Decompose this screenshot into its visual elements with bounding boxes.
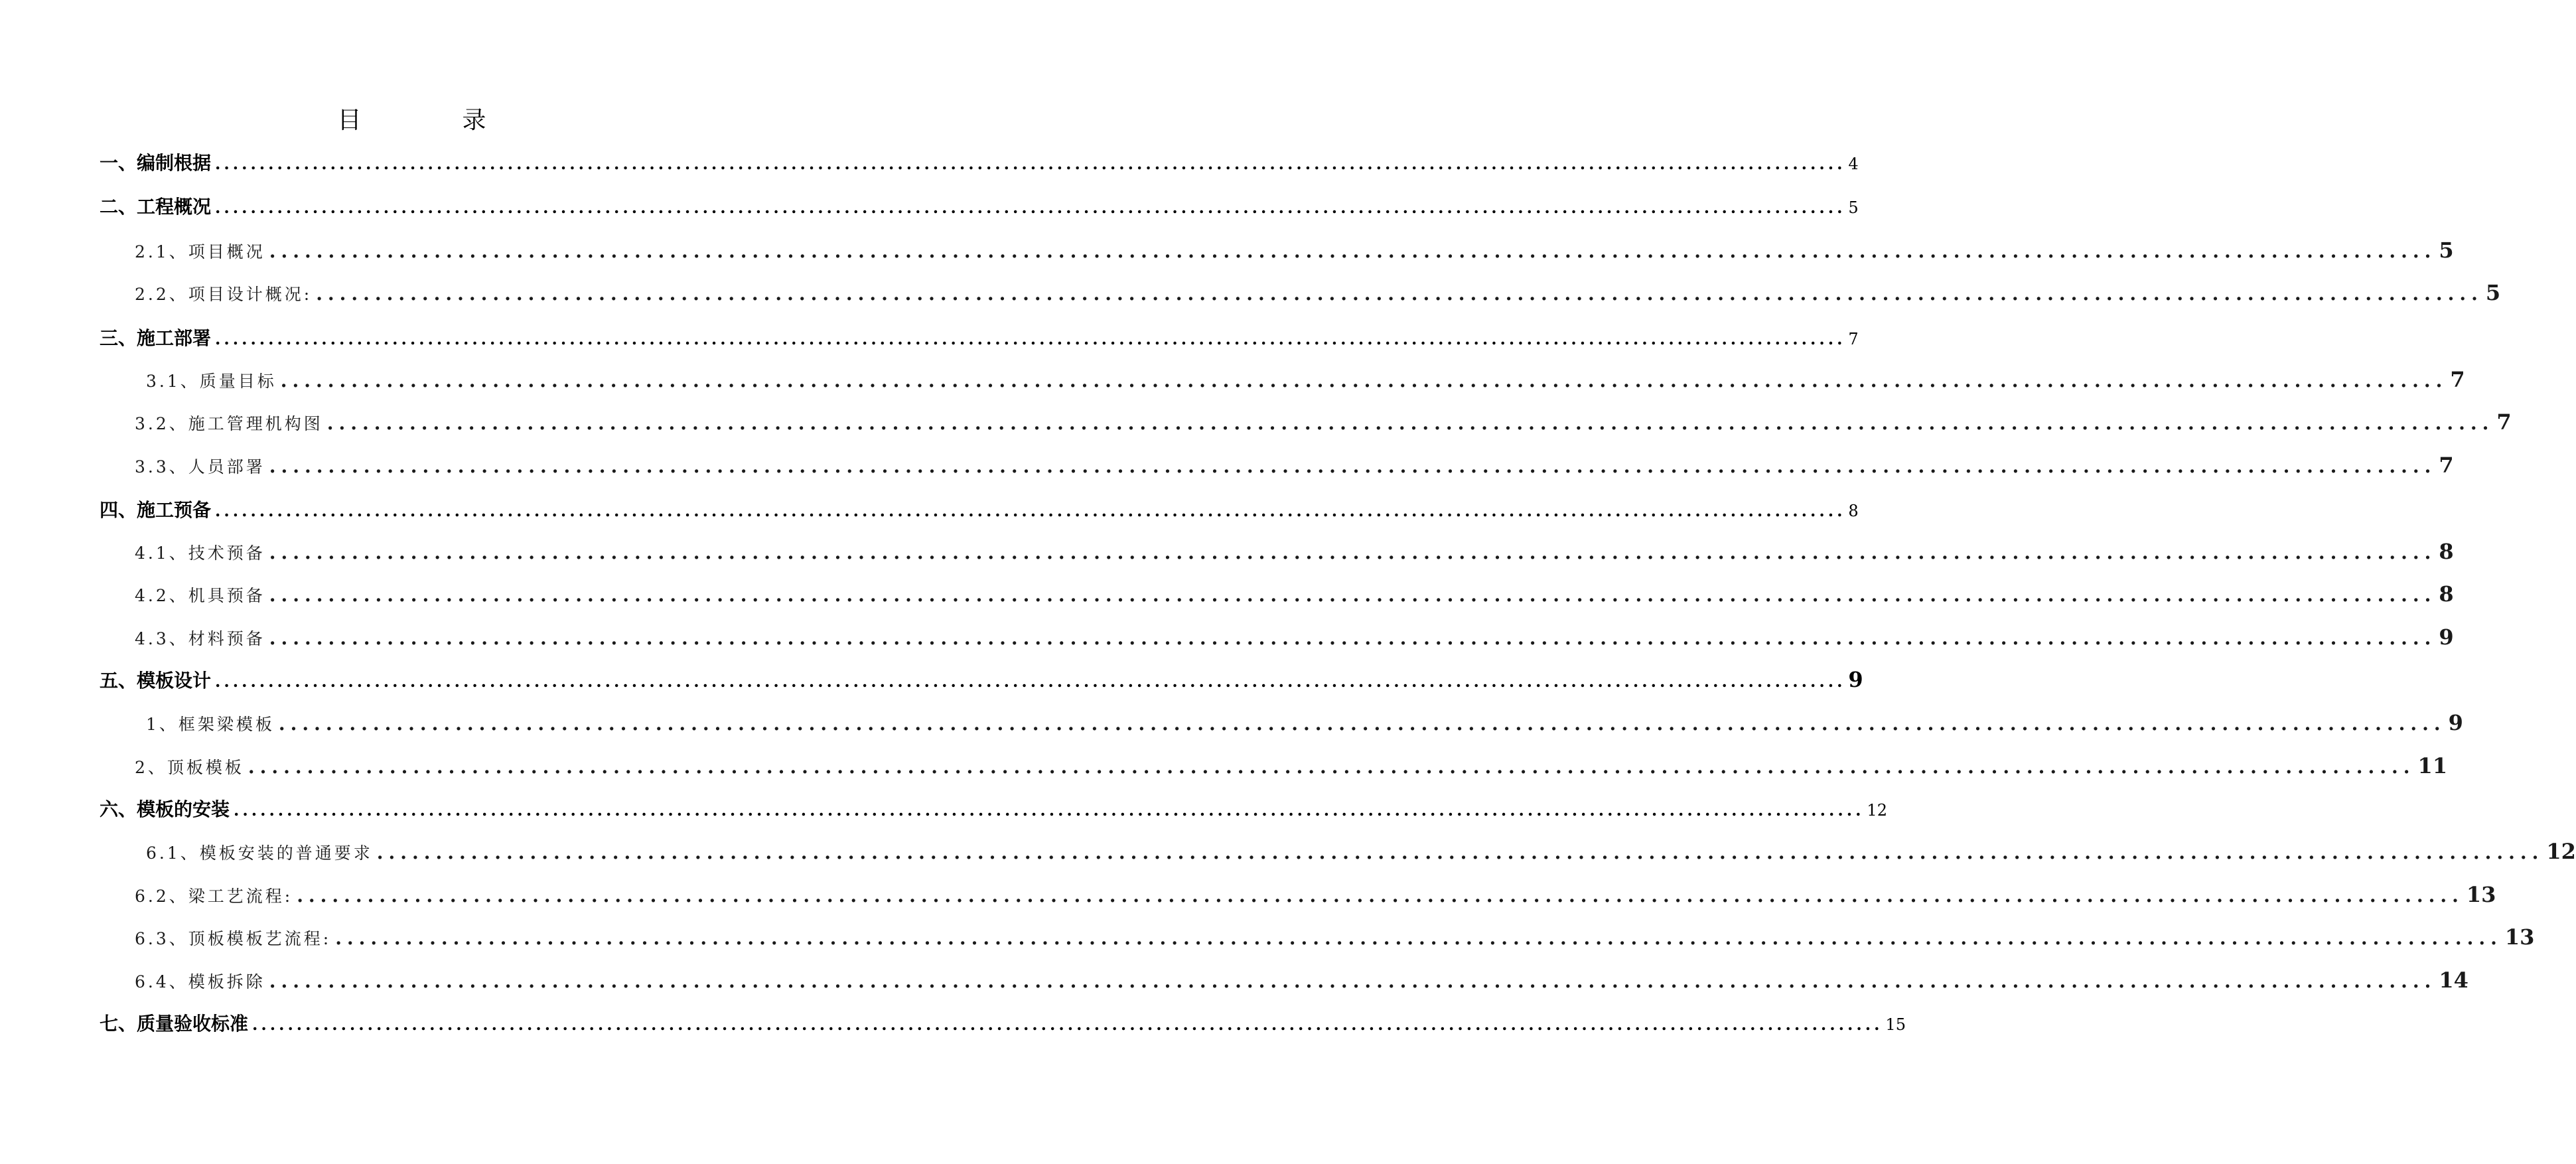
toc-entry-page-number: 12 xyxy=(2546,839,2576,864)
toc-entry-5-2[interactable] xyxy=(135,753,2448,778)
toc-entry-page-number: 8 xyxy=(2439,581,2454,607)
toc-entry-page-number: 11 xyxy=(2417,753,2448,778)
toc-leader-dots: ........................................................................................................................................................................................ xyxy=(252,1015,1883,1034)
toc-entry-label: 4.1、技术预备 xyxy=(135,544,265,563)
toc-entry-page-number: 7 xyxy=(2450,367,2465,392)
toc-entry-3-2[interactable] xyxy=(135,409,2512,435)
toc-entry-page-number: 4 xyxy=(1848,155,1859,173)
toc-entry-label: 3.3、人员部署 xyxy=(135,457,265,476)
toc-leader-dots: ........................................................................................................................................................................................ xyxy=(269,542,2437,563)
toc-entry-6-2[interactable] xyxy=(135,882,2496,907)
toc-entry-3-3[interactable] xyxy=(135,453,2454,478)
toc-entry-page-number: 7 xyxy=(2496,409,2512,435)
toc-entry-label: 6.2、梁工艺流程: xyxy=(135,887,293,906)
toc-entry-page-number: 12 xyxy=(1867,801,1887,820)
toc-entry-label: 1、框架梁模板 xyxy=(146,715,275,734)
toc-entry-section-3[interactable] xyxy=(100,324,1859,350)
toc-entry-page-number: 7 xyxy=(2439,453,2454,478)
toc-leader-dots: ........................................................................................................................................................................................ xyxy=(269,970,2437,992)
toc-entry-page-number: 15 xyxy=(1885,1015,1906,1034)
toc-entry-label: 4.2、机具预备 xyxy=(135,586,265,605)
toc-leader-dots: ........................................................................................................................................................................................ xyxy=(215,198,1846,217)
toc-leader-dots: ........................................................................................................................................................................................ xyxy=(215,154,1846,173)
toc-leader-dots: ........................................................................................................................................................................................ xyxy=(215,501,1846,520)
toc-entry-6-3[interactable] xyxy=(135,924,2535,950)
toc-leader-dots: ........................................................................................................................................................................................ xyxy=(278,713,2446,735)
toc-leader-dots: ........................................................................................................................................................................................ xyxy=(280,370,2448,392)
toc-entry-section-4[interactable] xyxy=(100,496,1859,522)
toc-leader-dots: ........................................................................................................................................................................................ xyxy=(234,800,1865,820)
toc-entry-label: 2、顶板模板 xyxy=(135,758,244,777)
toc-entry-label: 三、施工部署 xyxy=(100,327,212,349)
toc-entry-page-number: 13 xyxy=(2504,924,2535,950)
toc-entry-section-6[interactable] xyxy=(100,795,1887,822)
toc-leader-dots: ........................................................................................................................................................................................ xyxy=(269,627,2437,649)
toc-entry-label: 二、工程概况 xyxy=(100,196,212,218)
toc-entry-label: 六、模板的安装 xyxy=(100,798,230,820)
toc-leader-dots: ........................................................................................................................................................................................ xyxy=(248,756,2415,778)
toc-entry-4-2[interactable] xyxy=(135,581,2454,607)
toc-entry-label: 2.2、项目设计概况: xyxy=(135,285,313,304)
toc-entry-section-2[interactable] xyxy=(100,192,1859,219)
toc-leader-dots: ........................................................................................................................................................................................ xyxy=(316,283,2483,305)
toc-entry-label: 一、编制根据 xyxy=(100,152,212,174)
toc-entry-page-number: 5 xyxy=(2439,238,2454,263)
toc-entry-page-number: 9 xyxy=(1848,667,1863,692)
toc-entry-page-number: 5 xyxy=(1848,198,1859,217)
toc-entry-label: 6.1、模板安装的普通要求 xyxy=(146,843,373,863)
toc-leader-dots: ........................................................................................................................................................................................ xyxy=(335,927,2502,949)
toc-entry-label: 4.3、材料预备 xyxy=(135,629,265,648)
toc-entry-page-number: 14 xyxy=(2439,968,2469,993)
toc-entry-page-number: 5 xyxy=(2485,280,2501,305)
toc-leader-dots: ........................................................................................................................................................................................ xyxy=(376,841,2544,863)
toc-entry-6-4[interactable] xyxy=(135,968,2469,993)
toc-entry-label: 2.1、项目概况 xyxy=(135,242,265,261)
toc-leader-dots: ........................................................................................................................................................................................ xyxy=(215,672,1846,691)
toc-leader-dots: ........................................................................................................................................................................................ xyxy=(269,455,2437,477)
toc-entry-label: 七、质量验收标准 xyxy=(100,1013,249,1035)
toc-entry-page-number: 13 xyxy=(2466,882,2496,907)
toc-leader-dots: ........................................................................................................................................................................................ xyxy=(297,885,2464,907)
toc-leader-dots: ........................................................................................................................................................................................ xyxy=(326,412,2494,434)
toc-leader-dots: ........................................................................................................................................................................................ xyxy=(269,240,2437,262)
toc-entry-3-1[interactable] xyxy=(146,367,2465,392)
toc-entry-label: 3.2、施工管理机构图 xyxy=(135,414,323,433)
toc-entry-page-number: 8 xyxy=(2439,539,2454,564)
toc-entry-4-1[interactable] xyxy=(135,539,2454,564)
toc-entry-label: 五、模板设计 xyxy=(100,670,212,691)
toc-entry-6-1[interactable] xyxy=(146,839,2576,864)
toc-leader-dots: ........................................................................................................................................................................................ xyxy=(269,584,2437,606)
toc-entry-section-5[interactable] xyxy=(100,666,1863,693)
toc-entry-label: 6.4、模板拆除 xyxy=(135,972,265,991)
toc-entry-page-number: 9 xyxy=(2439,624,2454,650)
toc-entry-label: 四、施工预备 xyxy=(100,499,212,521)
toc-entry-section-7[interactable] xyxy=(100,1009,1906,1036)
toc-entry-2-1[interactable] xyxy=(135,238,2454,263)
toc-entry-page-number: 8 xyxy=(1848,502,1859,520)
page-title: 目 录 xyxy=(337,107,525,134)
toc-entry-2-2[interactable] xyxy=(135,280,2501,305)
toc-entry-label: 3.1、质量目标 xyxy=(146,372,277,391)
toc-entry-label: 6.3、顶板模板艺流程: xyxy=(135,929,332,948)
toc-entry-5-1[interactable] xyxy=(146,710,2463,735)
toc-entry-page-number: 7 xyxy=(1848,330,1859,348)
toc-entry-4-3[interactable] xyxy=(135,624,2454,650)
toc-entry-section-1[interactable] xyxy=(100,149,1859,175)
toc-leader-dots: ........................................................................................................................................................................................ xyxy=(215,329,1846,348)
toc-entry-page-number: 9 xyxy=(2448,710,2463,735)
